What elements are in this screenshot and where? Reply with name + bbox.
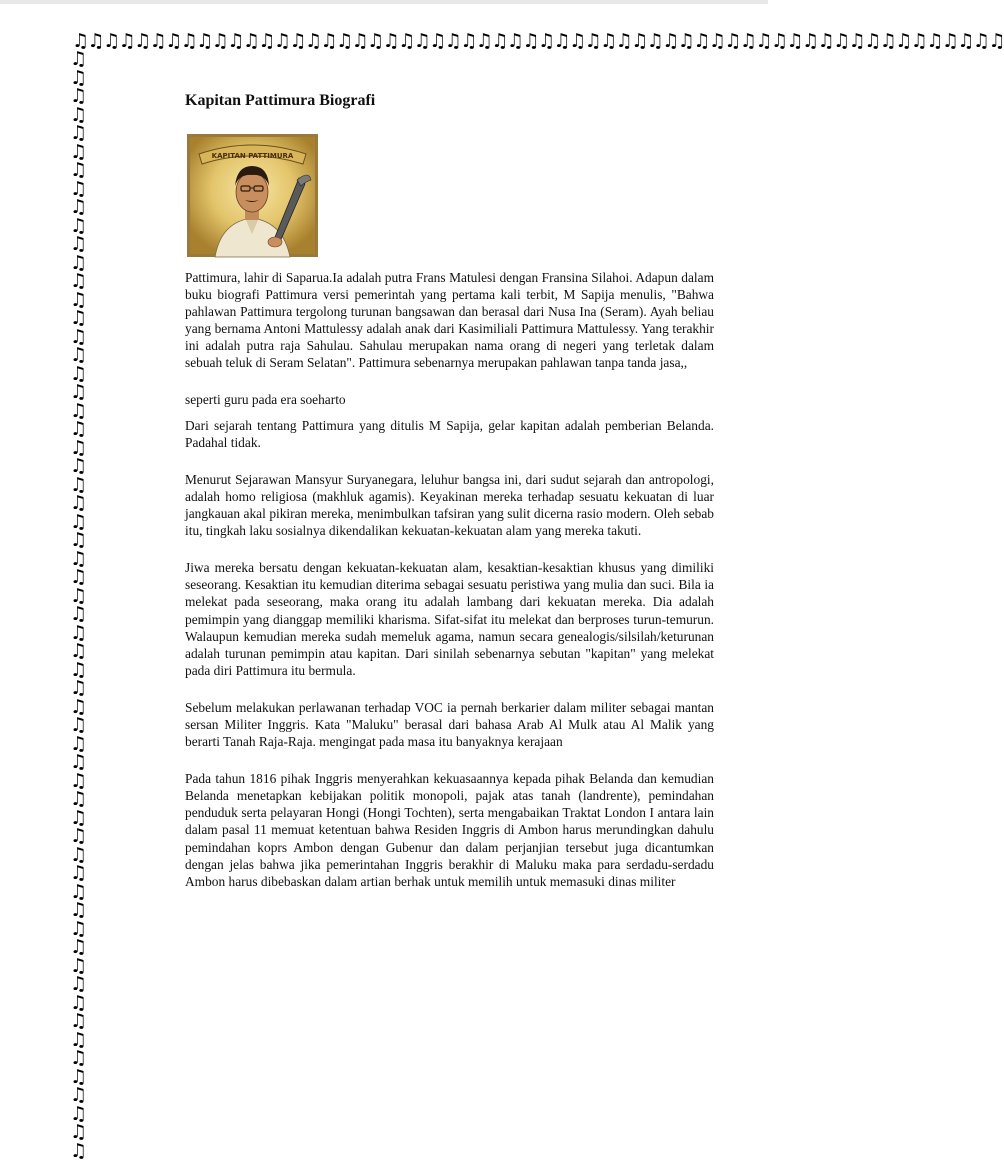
paragraph-4: Menurut Sejarawan Mansyur Suryanegara, leluhur bangsa ini, dari sudut sejarah dan antropologi, adalah homo religiosa (makhluk agamis). Keyakinan mereka terhadap sesuatu kekuatan di luar jangkauan akal pikiran mereka, menimbulkan tafsiran yang sulit dicerna rasio modern. Oleh sebab itu, tingkah laku sosialnya dikendalikan kekuatan-kekuatan alam yang mereka takuti. — [185, 471, 714, 539]
paragraph-7: Pada tahun 1816 pihak Inggris menyerahkan kekuasaannya kepada pihak Belanda dan kemudian Belanda menetapkan kebijakan politik monopoli, pajak atas tanah (landrente), pemindahan penduduk serta pelayaran Hongi (Hongi Tochten), serta mengabaikan Traktat London I antara lain dalam pasal 11 memuat ketentuan bahwa Residen Inggris di Ambon harus merundingkan dahulu pemindahan koprs Ambon dengan Gubenur dan dalam perjanjian tersebut juga dicantumkan dengan jelas bahwa jika pemerintahan Inggris berakhir di Maluku maka para serdadu-serdadu Ambon harus dibebaskan dalam artian berhak untuk memilih untuk memasuki dinas militer — [185, 771, 714, 889]
paragraph-5: Jiwa mereka bersatu dengan kekuatan-kekuatan alam, kesaktian-kesaktian khusus yang dimiliki seseorang. Kesaktian itu kemudian diterima sebagai sesuatu peristiwa yang mulia dan suci. Bila ia melekat pada seseorang, maka orang itu adalah lambang dari kekuatan mereka. Dia adalah pemimpin yang dianggap memiliki kharisma. Sifat-sifat itu melekat dan berproses turun-temurun. Walaupun kemudian mereka sudah memeluk agama, namun secara genealogis/silsilah/keturunan adalah turunan pemimpin atau kapitan. Dari sinilah sebenarnya sebutan "kapitan" yang melekat pada diri Pattimura itu bermula. — [185, 560, 714, 678]
pattimura-portrait-image — [187, 134, 318, 257]
portrait-banner-label: KAPITAN PATTIMURA — [211, 152, 294, 160]
paragraph-3: Dari sejarah tentang Pattimura yang ditulis M Sapija, gelar kapitan adalah pemberian Belanda. Padahal tidak. — [185, 417, 714, 450]
page-top-edge — [0, 0, 768, 4]
paragraph-2: seperti guru pada era soeharto — [185, 391, 346, 407]
paragraph-1: Pattimura, lahir di Saparua.Ia adalah putra Frans Matulesi dengan Fransina Silahoi. Adapun dalam buku biografi Pattimura versi pemerintah yang pertama kali terbit, M Sapija menulis, "Bahwa pahlawan Pattimura tergolong turunan bangsawan dan berasal dari Nusa Ina (Seram). Ayah beliau yang bernama Antoni Mattulessy adalah anak dari Kasimiliali Pattimura Mattulessy. Yang terakhir ini adalah putra raja Sahulau. Sahulau merupakan nama orang di negeri yang terletak dalam sebuah teluk di Seram Selatan". Pattimura sebenarnya merupakan pahlawan tanpa tanda jasa,, — [185, 270, 714, 371]
music-note-border-top: ♫♫♫♫♫♫♫♫♫♫♫♫♫♫♫♫♫♫♫♫♫♫♫♫♫♫♫♫♫♫♫♫♫♫♫♫♫♫♫♫♫♫♫♫♫♫♫♫♫♫♫♫♫♫♫♫♫♫♫♫ — [72, 30, 1004, 52]
paragraph-6: Sebelum melakukan perlawanan terhadap VOC ia pernah berkarier dalam militer sebagai mantan sersan Militer Inggris. Kata "Maluku" berasal dari bahasa Arab Al Mulk atau Al Malik yang berarti Tanah Raja-Raja. mengingat pada masa itu banyaknya kerajaan — [185, 699, 714, 750]
document-title: Kapitan Pattimura Biografi — [185, 92, 376, 109]
document-content — [185, 88, 714, 890]
music-note-border-left: ♫♫♫♫♫♫♫♫♫♫♫♫♫♫♫♫♫♫♫♫♫♫♫♫♫♫♫♫♫♫♫♫♫♫♫♫♫♫♫♫♫♫♫♫♫♫♫♫♫♫♫♫♫♫♫♫♫♫♫♫ — [70, 48, 88, 1162]
